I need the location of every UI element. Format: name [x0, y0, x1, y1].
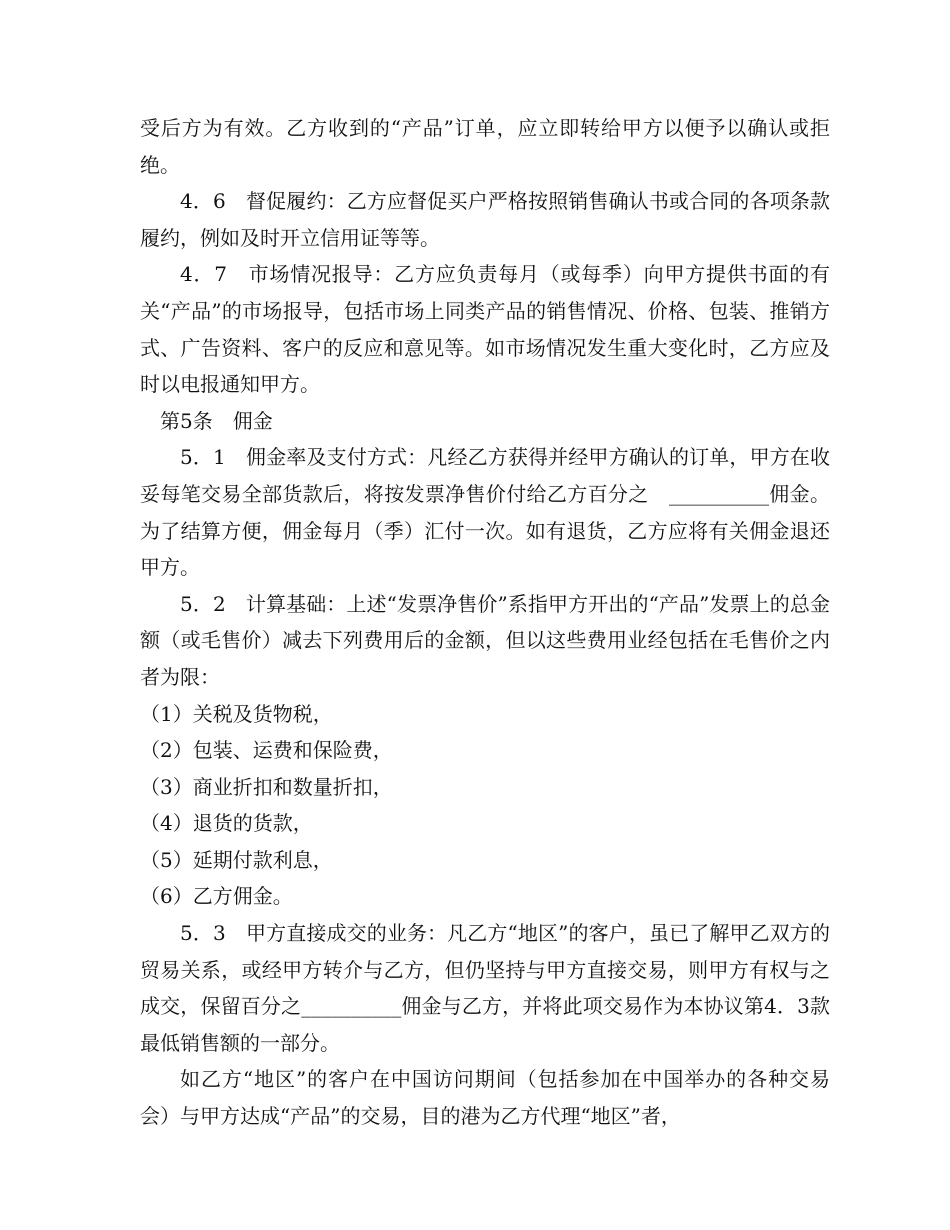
list-item: （5）延期付款利息， — [140, 847, 333, 872]
list-item: （6）乙方佣金。 — [140, 884, 293, 909]
paragraph: 受后方为有效。乙方收到的“产品”订单，应立即转给甲方以便予以确认或拒绝。 — [140, 116, 830, 177]
clause-5-3: 5．3 甲方直接成交的业务：凡乙方“地区”的客户，虽已了解甲乙双方的贸易关系，或经甲方转介与乙方，但仍坚持与甲方直接交易，则甲方有权与之成交，保留百分之__________佣金与乙方，并将此项交易作为本协议第4．3款最低销售额的一部分。 — [140, 921, 830, 1055]
list-item: （2）包装、运费和保险费， — [140, 738, 393, 763]
list-item: （1）关税及货物税， — [140, 701, 333, 726]
list-item: （4）退货的货款， — [140, 811, 313, 836]
clause-4-7: 4．7 市场情况报导：乙方应负责每月（或每季）向甲方提供书面的有关“产品”的市场报导，包括市场上同类产品的销售情况、价格、包装、推销方式、广告资料、客户的反应和意见等。如市场情况发生重大变化时，乙方应及时以电报通知甲方。 — [140, 262, 830, 397]
paragraph: 如乙方“地区”的客户在中国访问期间（包括参加在中国举办的各种交易会）与甲方达成“产品”的交易，目的港为乙方代理“地区”者， — [140, 1067, 830, 1129]
clause-4-6: 4．6 督促履约：乙方应督促买户严格按照销售确认书或合同的各项条款履约，例如及时开立信用证等等。 — [140, 189, 830, 250]
article-5-heading: 第5条 佣金 — [160, 408, 273, 433]
clause-5-1: 5．1 佣金率及支付方式：凡经乙方获得并经甲方确认的订单，甲方在收妥每笔交易全部货款后，将按发票净售价付给乙方百分之 __________佣金。为了结算方便，佣金每月（季）汇付一次。如有退货，乙方应将有关佣金退还甲方。 — [140, 445, 830, 580]
clause-5-2: 5．2 计算基础：上述“发票净售价”系指甲方开出的“产品”发票上的总金额（或毛售价）减去下列费用后的金额，但以这些费用业经包括在毛售价之内者为限： — [140, 591, 830, 689]
document-body — [140, 110, 830, 1135]
list-item: （3）商业折扣和数量折扣， — [140, 774, 393, 799]
